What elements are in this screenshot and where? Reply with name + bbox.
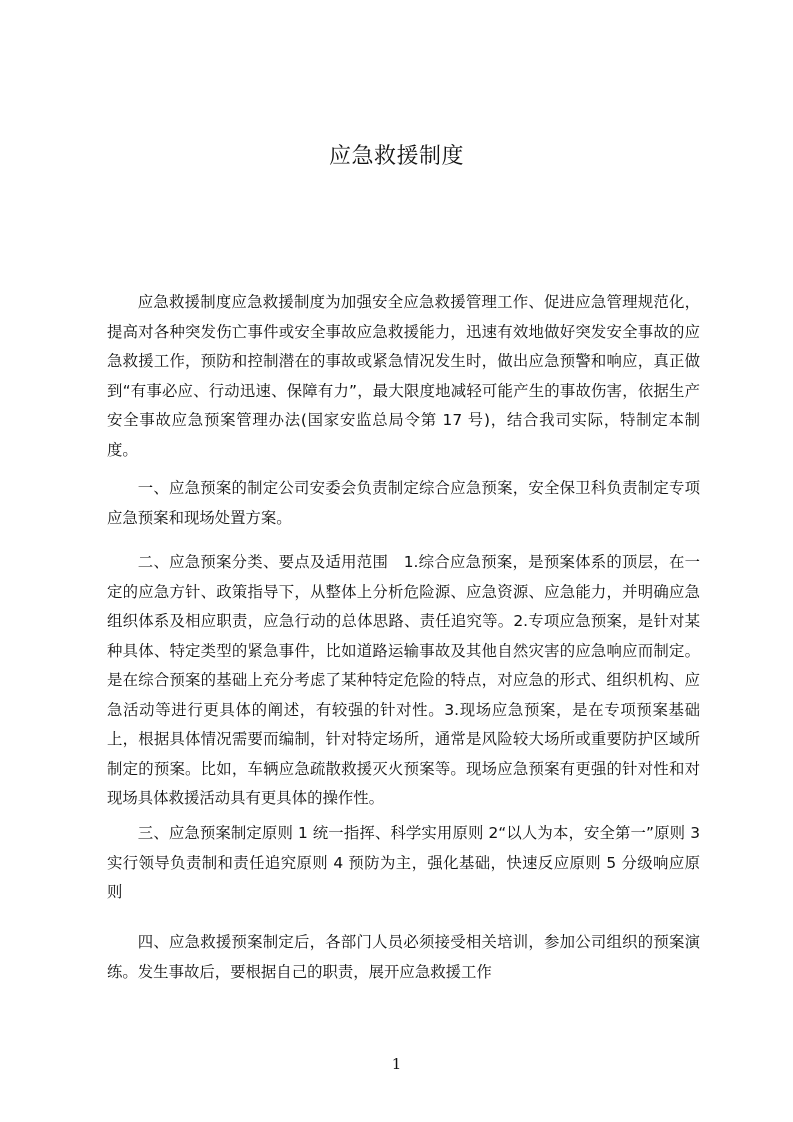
- page-number: 1: [391, 1055, 402, 1073]
- paragraph-section-1: 一、应急预案的制定公司安委会负责制定综合应急预案，安全保卫科负责制定专项应急预案和现场处置方案。: [107, 479, 700, 527]
- paragraph-intro: 应急救援制度应急救援制度为加强安全应急救援管理工作、促进应急管理规范化，提高对各种突发伤亡事件或安全事故应急救援能力，迅速有效地做好突发安全事故的应急救援工作，预防和控制潜在的事故或紧急情况发生时，做出应急预警和响应，真正做到“有事必应、行动迅速、保障有力”，最大限度地减轻可能产生的事故伤害，依据生产安全事故应急预案管理办法(国家安监总局令第 17 号)，结合我司实际，特制定本制度。: [107, 293, 700, 459]
- paragraph-section-2: 二、应急预案分类、要点及适用范围 1.综合应急预案，是预案体系的顶层，在一定的应急方针、政策指导下，从整体上分析危险源、应急资源、应急能力，并明确应急组织体系及相应职责，应急行动的总体思路、责任追究等。2.专项应急预案，是针对某种具体、特定类型的紧急事件，比如道路运输事故及其他自然灾害的应急响应而制定。是在综合预案的基础上充分考虑了某种特定危险的特点，对应急的形式、组织机构、应急活动等进行更具体的阐述，有较强的针对性。3.现场应急预案，是在专项预案基础上，根据具体情况需要而编制，针对特定场所，通常是风险较大场所或重要防护区域所制定的预案。比如，车辆应急疏散救援灭火预案等。现场应急预案有更强的针对性和对现场具体救援活动具有更具体的操作性。: [107, 553, 700, 807]
- paragraph-section-3: 三、应急预案制定原则 1 统一指挥、科学实用原则 2“以人为本，安全第一”原则 3 实行领导负责制和责任追究原则 4 预防为主，强化基础，快速反应原则 5 分级响应原则: [107, 824, 700, 901]
- paragraph-section-4: 四、应急救援预案制定后，各部门人员必须接受相关培训，参加公司组织的预案演练。发生事故后，要根据自己的职责，展开应急救援工作: [107, 933, 700, 981]
- document-title: 应急救援制度: [328, 144, 464, 169]
